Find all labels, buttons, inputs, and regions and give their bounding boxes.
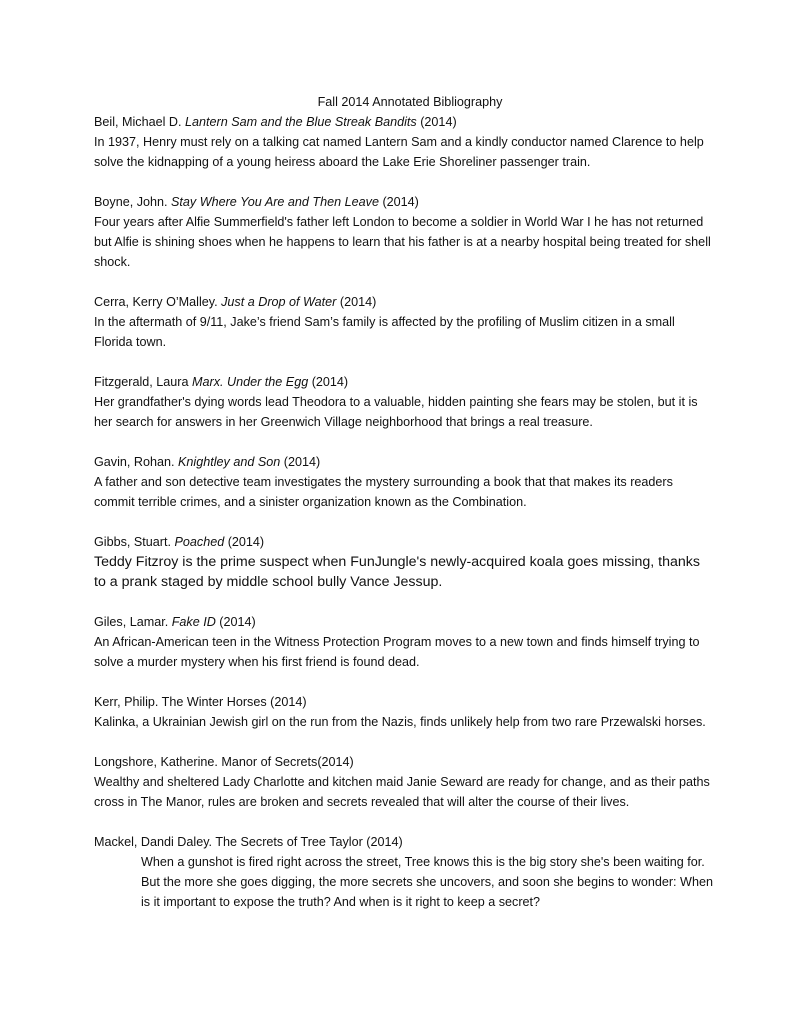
entry-annotation: Kalinka, a Ukrainian Jewish girl on the run from the Nazis, finds unlikely help from two rare Przewalski horses. bbox=[94, 715, 706, 729]
bibliography-entry bbox=[94, 692, 714, 732]
bibliography-page bbox=[94, 92, 714, 932]
entry-annotation: Wealthy and sheltered Lady Charlotte and kitchen maid Janie Seward are ready for change, and as their paths cross in The Manor, rules are broken and secrets revealed that will alter the course of their lives. bbox=[94, 775, 710, 809]
entry-citation bbox=[94, 452, 714, 472]
entry-title: Fake ID bbox=[171, 615, 216, 629]
entry-author: Cerra, Kerry O’Malley. bbox=[94, 295, 218, 309]
entry-citation bbox=[94, 292, 714, 312]
entry-year: (2014) bbox=[339, 295, 377, 309]
bibliography-entry bbox=[94, 452, 714, 512]
bibliography-entry bbox=[94, 612, 714, 672]
entry-author: Boyne, John. bbox=[94, 195, 168, 209]
entry-title: Knightley and Son bbox=[178, 455, 281, 469]
bibliography-entry bbox=[94, 292, 714, 352]
entry-year: (2014) bbox=[283, 455, 321, 469]
entry-author: Gavin, Rohan. bbox=[94, 455, 175, 469]
entry-citation bbox=[94, 112, 714, 132]
entry-citation: Kerr, Philip. The Winter Horses (2014) bbox=[94, 695, 307, 709]
entry-annotation: A father and son detective team investigates the mystery surrounding a book that that makes its readers commit terrible crimes, and a sinister organization known as the Combination. bbox=[94, 475, 673, 509]
entry-citation bbox=[94, 532, 714, 552]
bibliography-entry bbox=[94, 372, 714, 432]
entry-annotation: In 1937, Henry must rely on a talking cat named Lantern Sam and a kindly conductor named Clarence to help solve the kidnapping of a young heiress aboard the Lake Erie Shoreliner passenger train. bbox=[94, 135, 704, 169]
entry-title: Marx. Under the Egg bbox=[192, 375, 309, 389]
entry-citation bbox=[94, 192, 714, 212]
entry-annotation: Her grandfather's dying words lead Theodora to a valuable, hidden painting she fears may be stolen, but it is her search for answers in her Greenwich Village neighborhood that brings a real treasure. bbox=[94, 395, 698, 429]
entry-citation: Mackel, Dandi Daley. The Secrets of Tree Taylor (2014) bbox=[94, 835, 403, 849]
entry-annotation: An African-American teen in the Witness Protection Program moves to a new town and finds himself trying to solve a murder mystery when his first friend is found dead. bbox=[94, 635, 700, 669]
entry-author: Fitzgerald, Laura bbox=[94, 375, 189, 389]
entry-citation bbox=[94, 612, 714, 632]
entry-annotation: In the aftermath of 9/11, Jake’s friend Sam’s family is affected by the profiling of Muslim citizen in a small Florida town. bbox=[94, 315, 675, 349]
entry-annotation: When a gunshot is fired right across the street, Tree knows this is the big story she's been waiting for. But the more she goes digging, the more secrets she uncovers, and soon she begins to wonder: When is it important to expose the truth? And when is it right to keep a secret? bbox=[141, 855, 713, 909]
entry-author: Gibbs, Stuart. bbox=[94, 535, 171, 549]
entry-author: Beil, Michael D. bbox=[94, 115, 182, 129]
entry-title: Poached bbox=[174, 535, 225, 549]
entry-year: (2014) bbox=[227, 535, 265, 549]
bibliography-entry bbox=[94, 532, 714, 592]
entry-year: (2014) bbox=[219, 615, 256, 629]
entry-citation: Longshore, Katherine. Manor of Secrets(2014) bbox=[94, 755, 354, 769]
entry-year: (2014) bbox=[382, 195, 419, 209]
document-title: Fall 2014 Annotated Bibliography bbox=[317, 95, 503, 109]
entry-annotation: Teddy Fitzroy is the prime suspect when FunJungle's newly-acquired koala goes missing, thanks to a prank staged by middle school bully Vance Jessup. bbox=[94, 554, 700, 590]
entry-year: (2014) bbox=[420, 115, 457, 129]
bibliography-entry bbox=[94, 832, 714, 912]
bibliography-entry bbox=[94, 112, 714, 172]
bibliography-entry bbox=[94, 192, 714, 272]
entry-year: (2014) bbox=[311, 375, 349, 389]
entry-author: Giles, Lamar. bbox=[94, 615, 169, 629]
entry-title: Just a Drop of Water bbox=[221, 295, 337, 309]
entry-title: Stay Where You Are and Then Leave bbox=[171, 195, 379, 209]
bibliography-entry bbox=[94, 752, 714, 812]
entry-title: Lantern Sam and the Blue Streak Bandits bbox=[185, 115, 417, 129]
entry-annotation: Four years after Alfie Summerfield's father left London to become a soldier in World War I he has not returned but Alfie is shining shoes when he happens to learn that his father is at a nearby hospital being treated for shell shock. bbox=[94, 215, 711, 269]
entry-citation bbox=[94, 372, 714, 392]
